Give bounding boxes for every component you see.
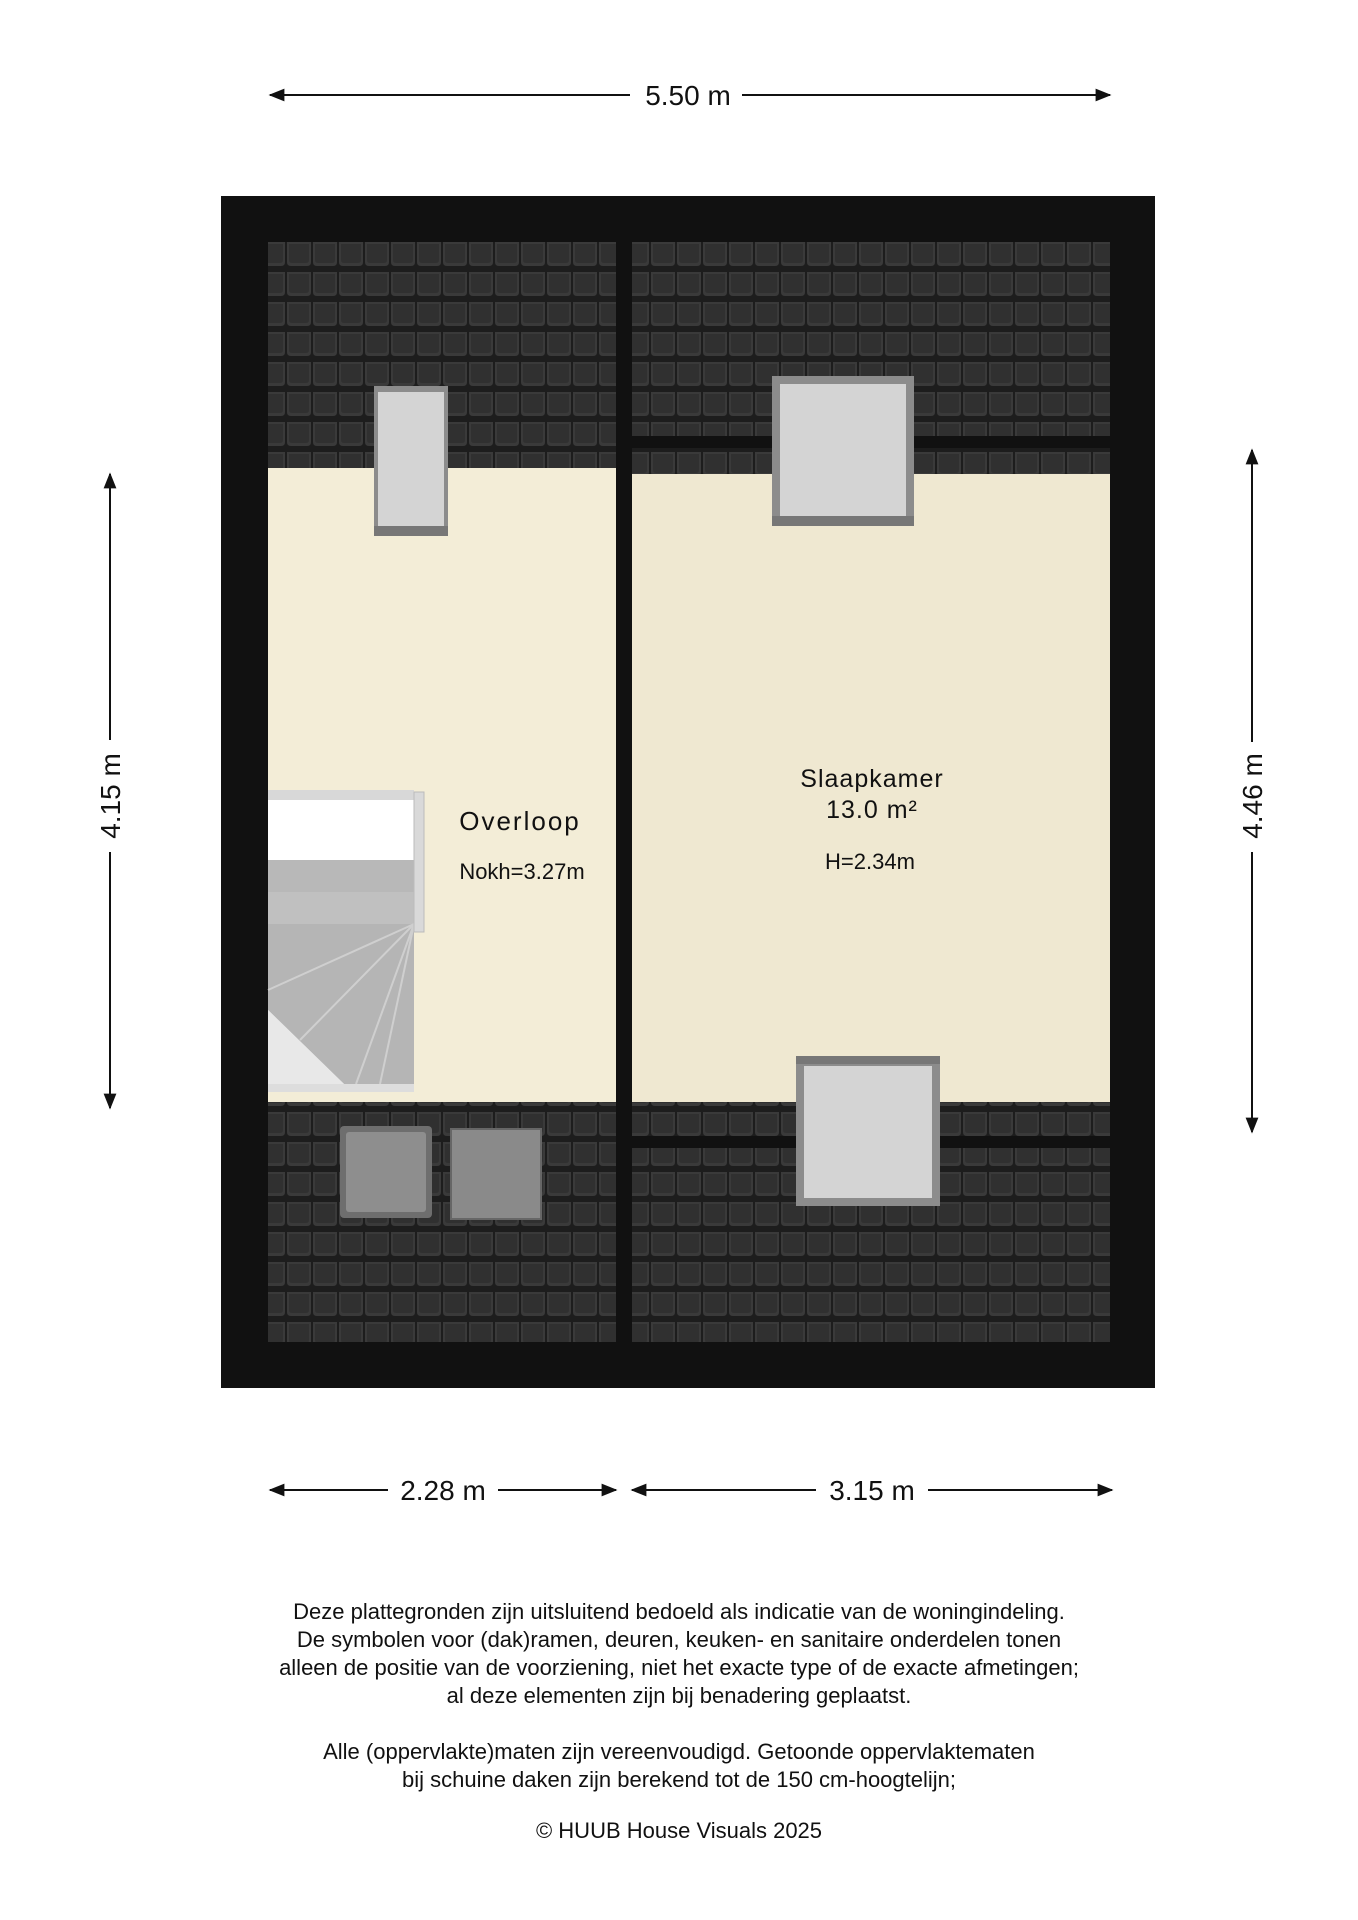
room-slaapkamer-height: H=2.34m <box>825 849 915 874</box>
dimension-bottom-left <box>270 1475 616 1506</box>
skylight-slaapkamer-bottom <box>796 1056 940 1206</box>
room-slaapkamer-area: 13.0 m² <box>826 796 918 824</box>
interior-wall <box>616 242 632 1342</box>
disclaimer-line: De symbolen voor (dak)ramen, deuren, keuken- en sanitaire onderdelen tonen <box>296 1627 1062 1652</box>
copyright: © HUUB House Visuals 2025 <box>535 1818 823 1843</box>
dimension-bottom-left-label: 2.28 m <box>400 1475 486 1506</box>
dimension-left <box>95 474 126 1108</box>
room-overloop-height: Nokh=3.27m <box>459 859 585 884</box>
dimension-right-label: 4.46 m <box>1237 753 1268 839</box>
dimension-top-label: 5.50 m <box>645 80 731 111</box>
staircase <box>268 790 424 1092</box>
disclaimer-line: alleen de positie van de voorziening, niet het exacte type of de exacte afmetingen; <box>279 1655 1079 1680</box>
dimension-left-label: 4.15 m <box>95 753 126 839</box>
disclaimer-line: Alle (oppervlakte)maten zijn vereenvoudigd. Getoonde oppervlaktematen <box>323 1739 1035 1764</box>
dimension-bottom-right-label: 3.15 m <box>829 1475 915 1506</box>
roof-unit-left <box>340 1126 432 1218</box>
room-slaapkamer-name: Slaapkamer <box>800 765 944 793</box>
disclaimer <box>0 1598 1358 1794</box>
disclaimer-line: al deze elementen zijn bij benadering geplaatst. <box>446 1683 912 1708</box>
roof-unit-right <box>450 1128 542 1220</box>
dimension-right <box>1237 450 1268 1132</box>
dimension-bottom-right <box>632 1475 1112 1506</box>
disclaimer-line: bij schuine daken zijn berekend tot de 150 cm-hoogtelijn; <box>401 1767 957 1792</box>
disclaimer-line: Deze plattegronden zijn uitsluitend bedoeld als indicatie van de woningindeling. <box>293 1599 1065 1624</box>
dimension-top <box>270 80 1110 111</box>
skylight-slaapkamer-top <box>772 376 914 526</box>
room-overloop-name: Overloop <box>459 806 581 836</box>
skylight-overloop <box>374 386 448 536</box>
